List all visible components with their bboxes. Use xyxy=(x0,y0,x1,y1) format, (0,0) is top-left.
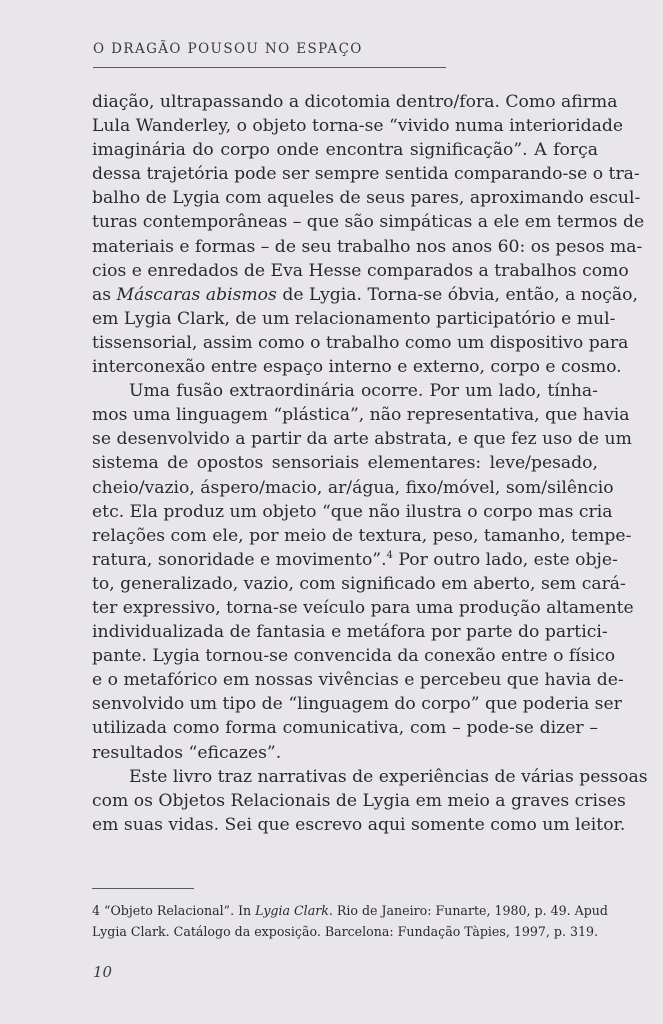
running-head: O DRAGÃO POUSOU NO ESPAÇO xyxy=(93,41,363,57)
text-line: e o metafórico em nossas vivências e percebeu que havia de- xyxy=(92,670,624,691)
text-run: as xyxy=(92,284,117,305)
text-run: Por outro lado, este obje- xyxy=(392,549,618,570)
text-line: mos uma linguagem “plástica”, não representativa, que havia xyxy=(92,405,630,426)
footnote-rule xyxy=(92,888,194,889)
text-line: em suas vidas. Sei que escrevo aqui somente como um leitor. xyxy=(92,814,626,835)
text-line: dessa trajetória pode ser sempre sentida comparando-se o tra- xyxy=(92,164,640,185)
text-line: Este livro traz narrativas de experiências de várias pessoas xyxy=(129,766,648,787)
page-number: 10 xyxy=(93,963,113,981)
text-line xyxy=(92,548,618,572)
text-line: sistema de opostos sensoriais elementares: leve/pesado, xyxy=(92,453,598,474)
footnote-line xyxy=(92,900,608,921)
text-line: pante. Lygia tornou-se convencida da conexão entre o físico xyxy=(92,646,616,667)
footnote-text: . Rio de Janeiro: Funarte, 1980, p. 49. Apud xyxy=(328,903,608,918)
text-line: utilizada como forma comunicativa, com – pode-se dizer – xyxy=(92,718,598,739)
text-line: ter expressivo, torna-se veículo para uma produção altamente xyxy=(92,597,634,618)
footnote-line: Lygia Clark. Catálogo da exposição. Barcelona: Fundação Tàpies, 1997, p. 319. xyxy=(92,924,599,939)
text-line: balho de Lygia com aqueles de seus pares, aproximando escul- xyxy=(92,188,641,209)
header-rule xyxy=(93,67,446,68)
text-line: etc. Ela produz um objeto “que não ilustra o corpo mas cria xyxy=(92,501,613,522)
text-line: Uma fusão extraordinária ocorre. Por um lado, tínha- xyxy=(129,381,598,402)
footnote-number: 4 xyxy=(92,903,101,918)
footnote-title: Lygia Clark xyxy=(255,903,329,918)
body-text xyxy=(92,90,648,837)
text-line: imaginária do corpo onde encontra significação”. A força xyxy=(92,140,598,161)
text-line: cios e enredados de Eva Hesse comparados a trabalhos como xyxy=(92,260,629,281)
text-line: em Lygia Clark, de um relacionamento participatório e mul- xyxy=(92,308,616,329)
text-line: relações com ele, por meio de textura, peso, tamanho, tempe- xyxy=(92,525,632,546)
footnote-text: “Objeto Relacional”. In xyxy=(100,903,256,918)
text-line: senvolvido um tipo de “linguagem do corpo” que poderia ser xyxy=(92,694,622,715)
text-run: de Lygia. Torna-se óbvia, então, a noção, xyxy=(276,284,638,305)
text-line: materiais e formas – de seu trabalho nos anos 60: os pesos ma- xyxy=(92,236,643,257)
text-line: to, generalizado, vazio, com significado em aberto, sem cará- xyxy=(92,573,626,594)
text-line: com os Objetos Relacionais de Lygia em meio a graves crises xyxy=(92,790,626,811)
text-line: individualizada de fantasia e metáfora por parte do partici- xyxy=(92,622,608,643)
footnote xyxy=(92,900,608,942)
text-line: turas contemporâneas – que são simpáticas a ele em termos de xyxy=(92,212,645,233)
text-line: diação, ultrapassando a dicotomia dentro/fora. Como afirma xyxy=(92,92,618,112)
text-line: tissensorial, assim como o trabalho como um dispositivo para xyxy=(92,332,629,353)
text-line: interconexão entre espaço interno e externo, corpo e cosmo. xyxy=(92,357,622,378)
text-line: resultados “eficazes”. xyxy=(92,742,282,763)
text-line xyxy=(92,283,638,307)
text-run: ratura, sonoridade e movimento”. xyxy=(92,549,387,570)
text-line: Lula Wanderley, o objeto torna-se “vivido numa interioridade xyxy=(92,116,624,137)
footnote-ref: 4 xyxy=(386,549,393,561)
text-line: cheio/vazio, áspero/macio, ar/água, fixo/móvel, som/silêncio xyxy=(92,477,614,498)
text-line: se desenvolvido a partir da arte abstrata, e que fez uso de um xyxy=(92,429,632,450)
italic-title: Máscaras abismos xyxy=(116,284,277,305)
